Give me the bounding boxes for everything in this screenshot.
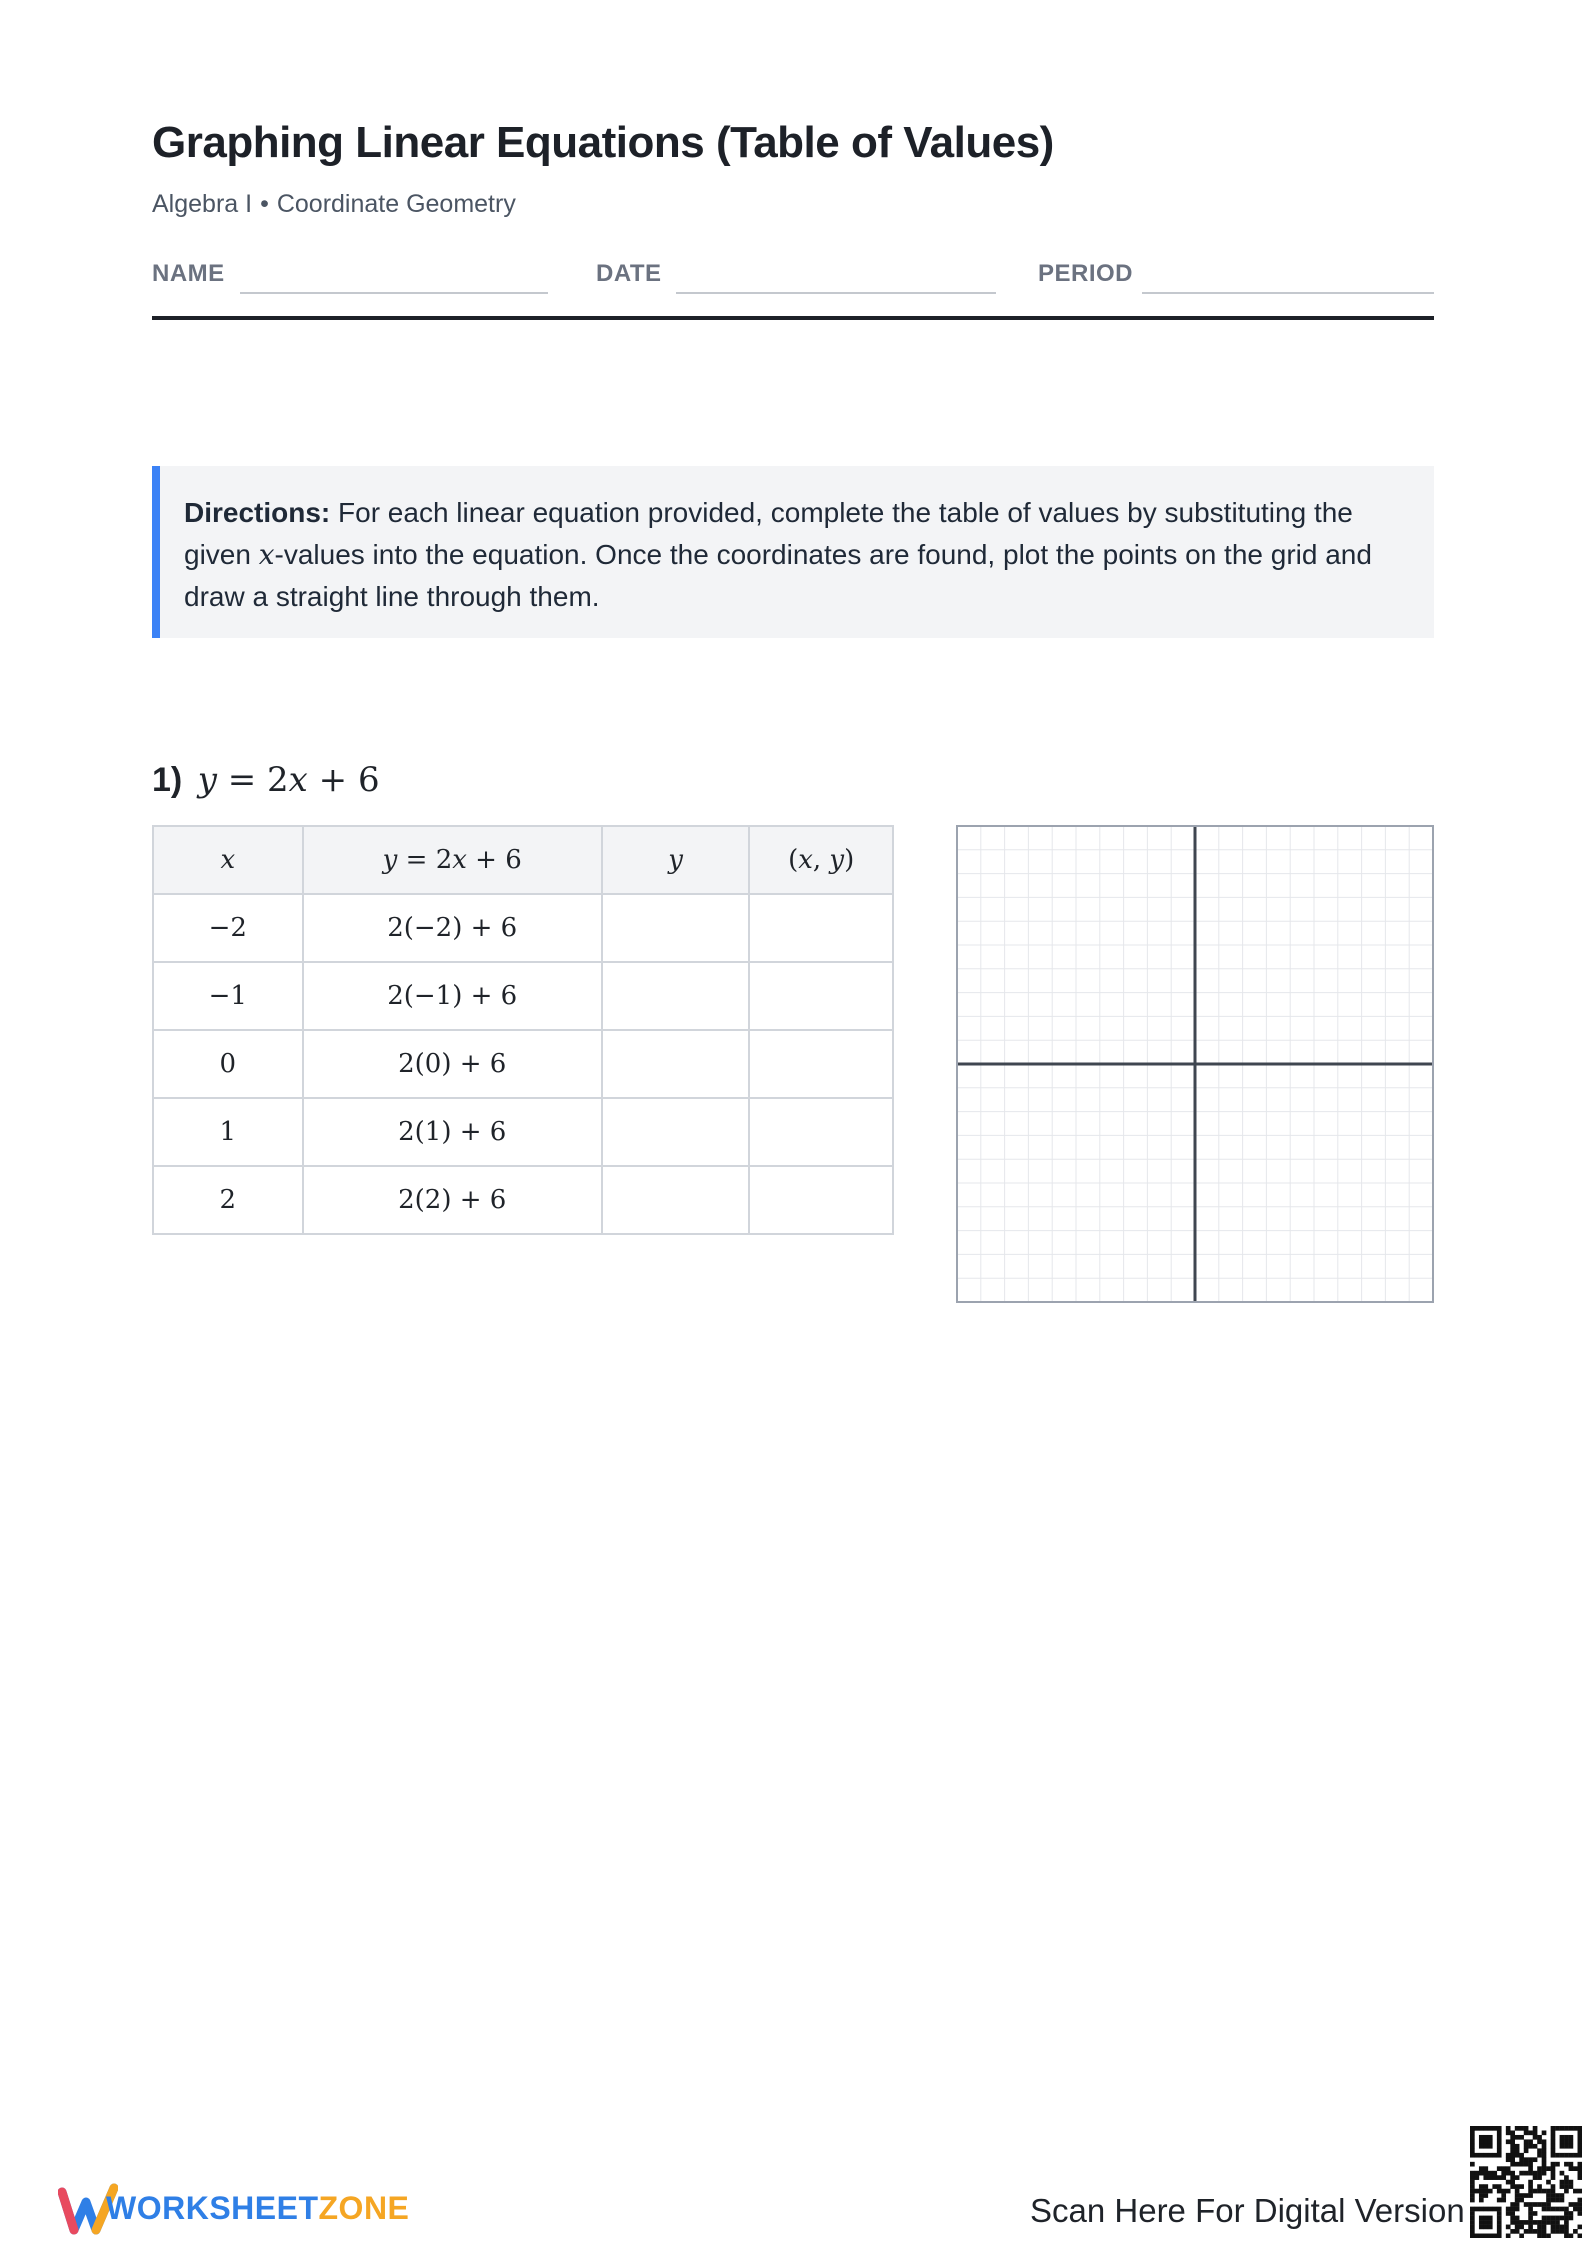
table-of-values <box>152 825 894 1235</box>
date-field[interactable] <box>596 258 996 294</box>
name-line[interactable] <box>240 292 548 294</box>
y-answer-cell[interactable] <box>602 1098 750 1166</box>
y-answer-cell[interactable] <box>602 1030 750 1098</box>
header-divider <box>152 316 1434 320</box>
substitution-expr: 2(0) + 6 <box>303 1030 602 1098</box>
qr-code-icon[interactable] <box>1470 2126 1582 2238</box>
coordinate-grid[interactable] <box>956 825 1434 1303</box>
header-x: x <box>153 826 303 894</box>
header-y: y <box>602 826 750 894</box>
y-answer-cell[interactable] <box>602 1166 750 1234</box>
brand-name <box>106 2190 409 2227</box>
substitution-expr: 2(−1) + 6 <box>303 962 602 1030</box>
pair-answer-cell[interactable] <box>749 1030 893 1098</box>
pair-answer-cell[interactable] <box>749 1098 893 1166</box>
substitution-expr: 2(−2) + 6 <box>303 894 602 962</box>
substitution-expr: 2(2) + 6 <box>303 1166 602 1234</box>
topic-label: Coordinate Geometry <box>276 190 516 218</box>
directions-variable: x <box>258 538 275 571</box>
directions-text-2: -values into the equation. Once the coordinates are found, plot the points on the grid and draw a straight line through them. <box>184 539 1372 612</box>
date-label: DATE <box>596 260 662 287</box>
brand-part-2: ZONE <box>318 2190 410 2226</box>
directions-text-1: For each linear equation provided, complete the table of values by substituting the given <box>184 497 1353 570</box>
header-equation: y = 2x + 6 <box>303 826 602 894</box>
y-answer-cell[interactable] <box>602 962 750 1030</box>
table-row <box>153 1166 893 1234</box>
period-field[interactable] <box>1038 258 1434 294</box>
worksheet-title: Graphing Linear Equations (Table of Values) <box>152 118 1054 167</box>
scan-caption: Scan Here For Digital Version <box>1030 2192 1465 2229</box>
table-row <box>153 1030 893 1098</box>
x-value: 2 <box>153 1166 303 1234</box>
header-pair: (x, y) <box>749 826 893 894</box>
worksheet-subtitle <box>152 190 516 219</box>
period-line[interactable] <box>1142 292 1434 294</box>
directions-label: Directions: <box>184 497 331 528</box>
brand-part-1: WORKSHEET <box>106 2190 319 2226</box>
subtitle-separator: • <box>260 190 269 218</box>
table-header-row <box>153 826 893 894</box>
directions-box <box>152 466 1434 638</box>
y-answer-cell[interactable] <box>602 894 750 962</box>
table-row <box>153 1098 893 1166</box>
problem-equation: y = 2x + 6 <box>197 760 380 800</box>
x-value: −2 <box>153 894 303 962</box>
pair-answer-cell[interactable] <box>749 894 893 962</box>
table-row <box>153 962 893 1030</box>
x-value: 0 <box>153 1030 303 1098</box>
name-field[interactable] <box>152 258 548 294</box>
name-label: NAME <box>152 260 225 287</box>
x-value: 1 <box>153 1098 303 1166</box>
problem-number: 1) <box>152 761 183 799</box>
problem-heading <box>152 760 380 800</box>
period-label: PERIOD <box>1038 260 1134 287</box>
pair-answer-cell[interactable] <box>749 962 893 1030</box>
pair-answer-cell[interactable] <box>749 1166 893 1234</box>
table-row <box>153 894 893 962</box>
subject-label: Algebra I <box>152 190 253 218</box>
student-info-row <box>152 258 1434 294</box>
x-value: −1 <box>153 962 303 1030</box>
substitution-expr: 2(1) + 6 <box>303 1098 602 1166</box>
date-line[interactable] <box>676 292 996 294</box>
